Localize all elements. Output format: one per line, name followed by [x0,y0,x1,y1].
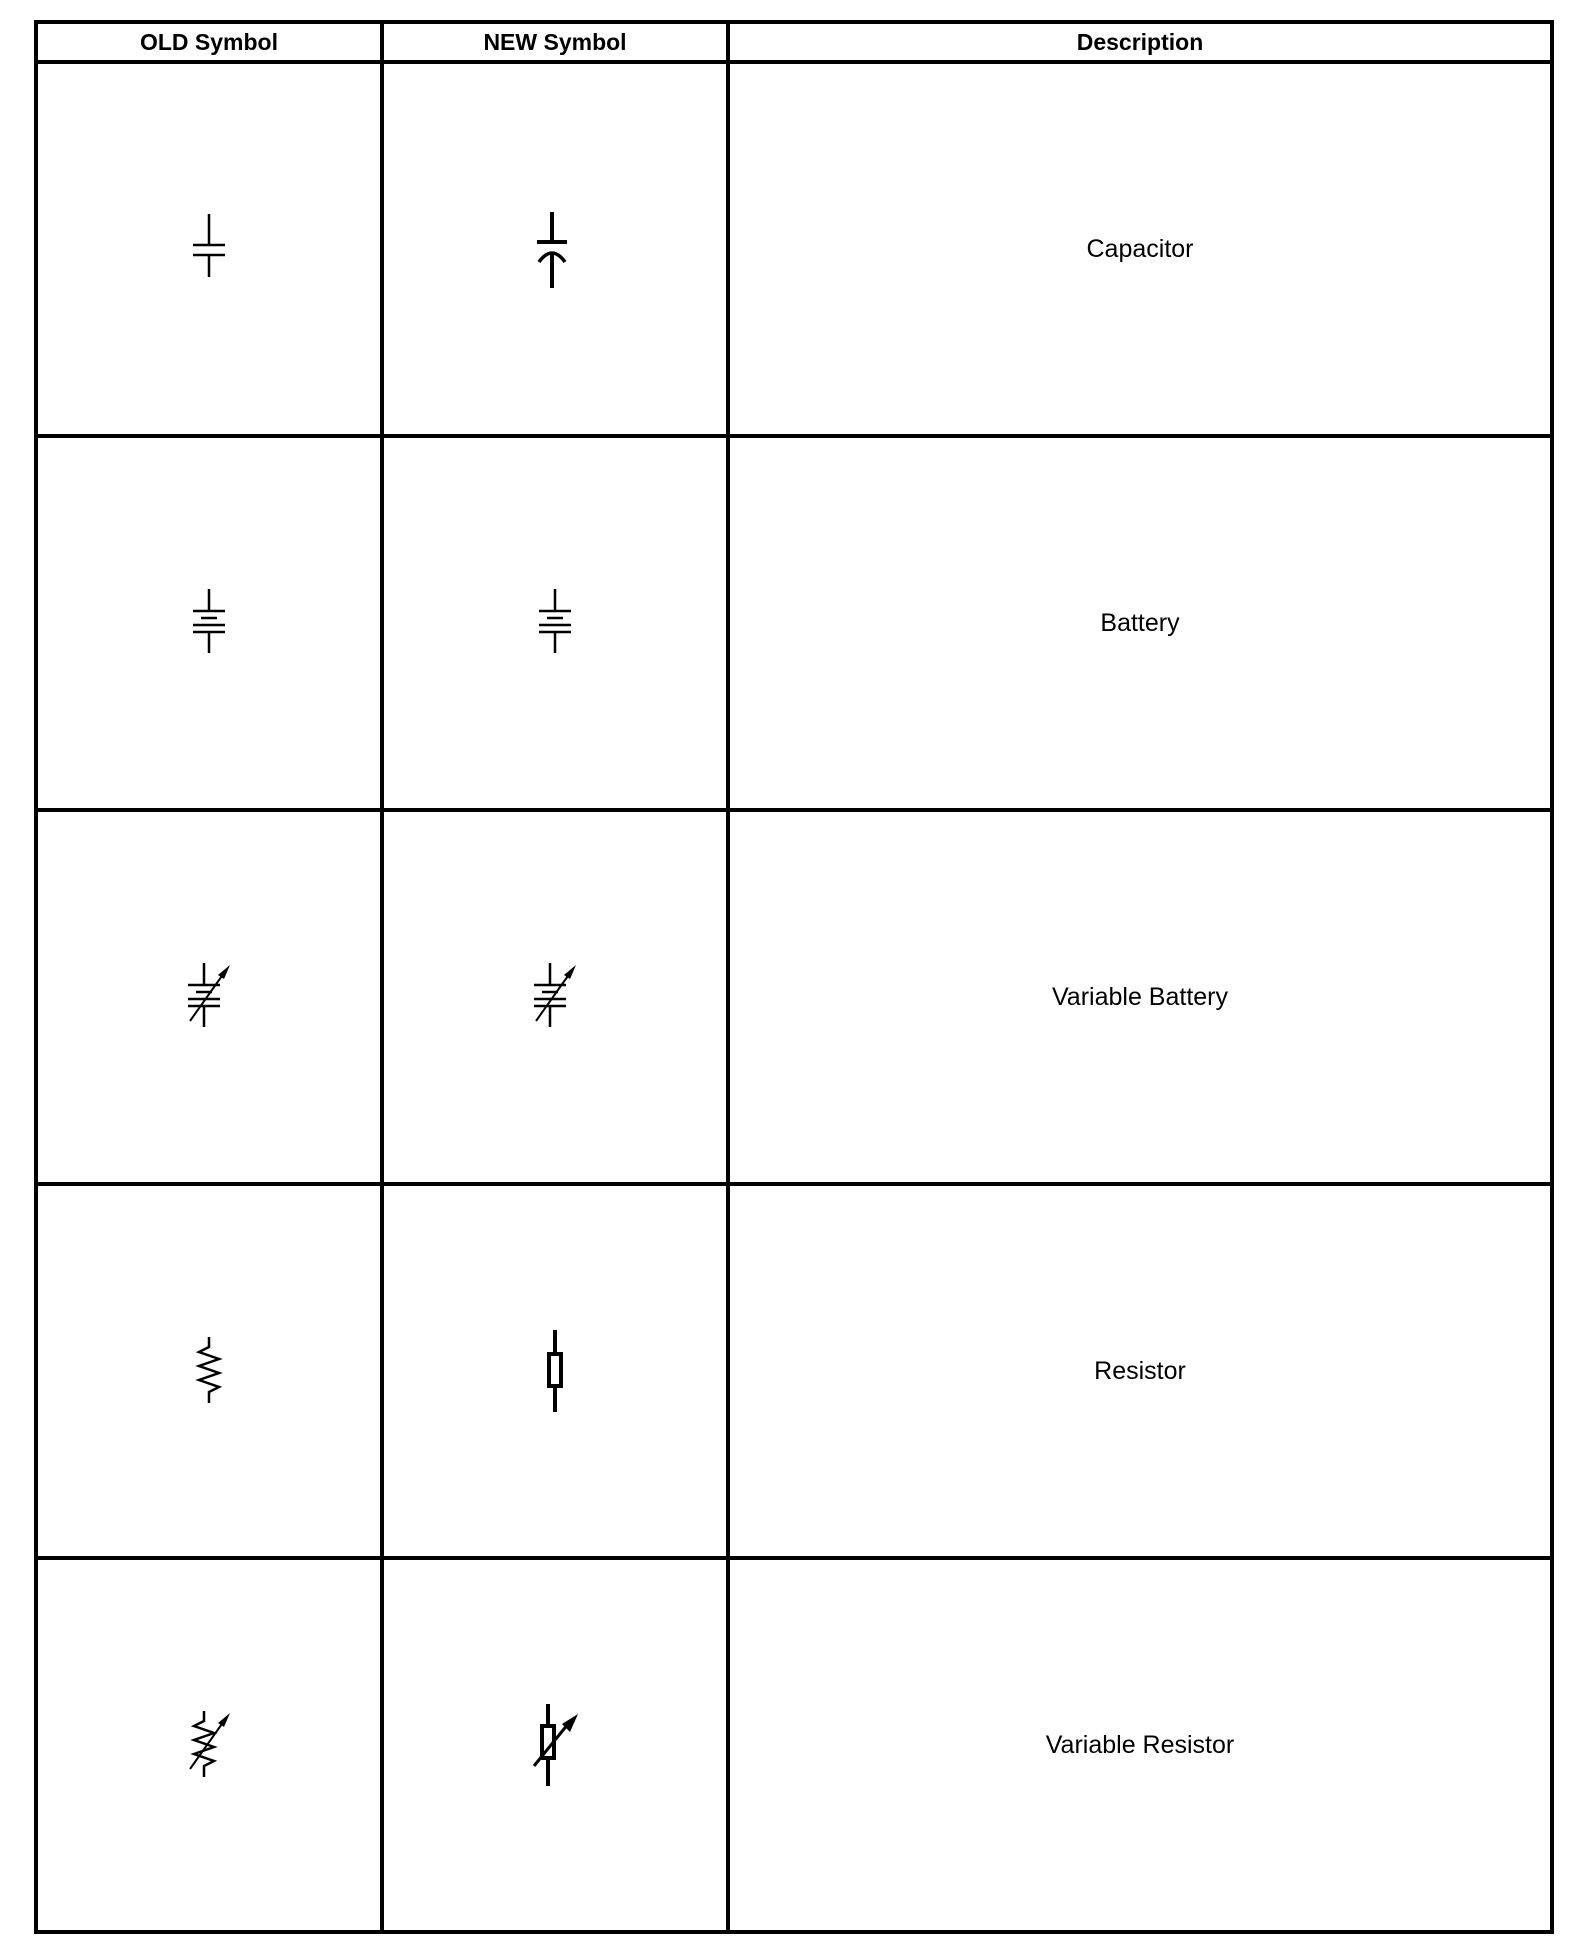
new-symbol-cell [382,1558,728,1932]
new-symbol-cell [382,810,728,1184]
description-cell: Variable Battery [728,810,1552,1184]
header-new-symbol: NEW Symbol [382,22,728,62]
description-cell: Battery [728,436,1552,810]
resistor-old-icon [179,1331,239,1411]
description-cell: Variable Resistor [728,1558,1552,1932]
table-row [36,810,1552,1184]
old-symbol-cell [36,1558,382,1932]
symbol-comparison-table [34,20,1554,1934]
new-symbol-cell [382,62,728,436]
table-row [36,436,1552,810]
symbol-table-sheet [34,20,1550,1943]
variable-battery-new-icon [520,957,590,1037]
table-row [36,1558,1552,1932]
header-old-symbol: OLD Symbol [36,22,382,62]
table-row [36,1184,1552,1558]
new-symbol-cell [382,1184,728,1558]
old-symbol-cell [36,810,382,1184]
old-symbol-cell [36,436,382,810]
variable-battery-old-icon [174,957,244,1037]
old-symbol-cell [36,62,382,436]
header-description: Description [728,22,1552,62]
variable-resistor-old-icon [174,1705,244,1785]
battery-old-icon [179,583,239,663]
variable-resistor-new-icon [520,1700,590,1790]
header-row [36,22,1552,62]
resistor-new-icon [525,1326,585,1416]
old-symbol-cell [36,1184,382,1558]
description-cell: Capacitor [728,62,1552,436]
new-symbol-cell [382,436,728,810]
battery-new-icon [525,583,585,663]
description-cell: Resistor [728,1184,1552,1558]
table-row [36,62,1552,436]
capacitor-new-icon [525,204,585,294]
capacitor-old-icon [179,209,239,289]
